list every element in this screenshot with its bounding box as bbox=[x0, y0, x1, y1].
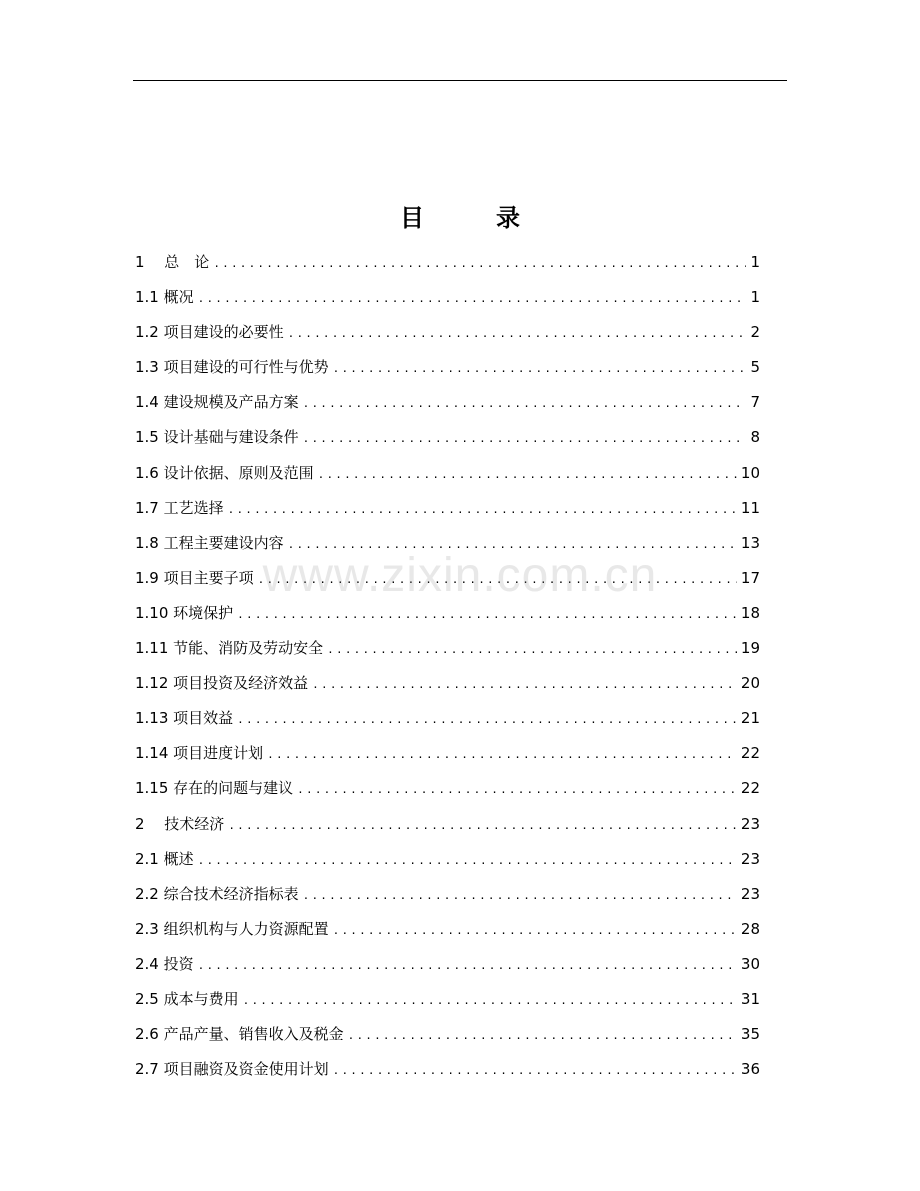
toc-entry-label: 1.5 设计基础与建设条件 bbox=[135, 428, 299, 447]
toc-entry-label: 2.6 产品产量、销售收入及税金 bbox=[135, 1025, 344, 1044]
toc-entry-page-number: 35 bbox=[740, 1025, 760, 1044]
toc-entry-page-number: 21 bbox=[740, 709, 760, 728]
toc-entry-page-number: 23 bbox=[740, 884, 760, 903]
toc-entry[interactable] bbox=[135, 631, 760, 666]
toc-entry-page-number: 13 bbox=[740, 533, 760, 552]
toc-entry[interactable] bbox=[135, 420, 760, 455]
toc-entry-page-number: 22 bbox=[740, 779, 760, 798]
toc-entry-label: 1.7 工艺选择 bbox=[135, 498, 224, 517]
toc-entry-page-number: 20 bbox=[740, 674, 760, 693]
toc-dot-leader bbox=[237, 702, 737, 737]
toc-dot-leader bbox=[333, 351, 747, 386]
toc-dot-leader bbox=[333, 1053, 737, 1088]
toc-dot-leader bbox=[228, 492, 737, 527]
toc-dot-leader bbox=[198, 843, 737, 878]
toc-entry[interactable] bbox=[135, 1017, 760, 1052]
toc-dot-leader bbox=[303, 421, 747, 456]
toc-dot-leader bbox=[228, 808, 737, 843]
toc-entry[interactable] bbox=[135, 315, 760, 350]
toc-entry[interactable] bbox=[135, 596, 760, 631]
toc-entry-page-number: 28 bbox=[740, 919, 760, 938]
toc-entry-page-number: 7 bbox=[750, 393, 760, 412]
toc-entry[interactable] bbox=[135, 877, 760, 912]
toc-entry-page-number: 19 bbox=[740, 639, 760, 658]
toc-dot-leader bbox=[237, 597, 737, 632]
watermark: www.zixin.com.cn bbox=[262, 549, 658, 602]
toc-entry-label: 1.2 项目建设的必要性 bbox=[135, 323, 284, 342]
toc-entry-page-number: 23 bbox=[740, 849, 760, 868]
toc-entry-page-number: 5 bbox=[750, 358, 760, 377]
page-title: 目 录 bbox=[400, 204, 544, 232]
toc-entry[interactable] bbox=[135, 771, 760, 806]
toc-entry-page-number: 36 bbox=[740, 1060, 760, 1079]
toc-entry[interactable] bbox=[135, 842, 760, 877]
toc-entry[interactable] bbox=[135, 807, 760, 842]
toc-dot-leader bbox=[312, 667, 737, 702]
toc-entry[interactable] bbox=[135, 280, 760, 315]
toc-entry-label: 2.5 成本与费用 bbox=[135, 989, 239, 1008]
toc-entry-page-number: 22 bbox=[740, 744, 760, 763]
toc-dot-leader bbox=[258, 562, 737, 597]
toc-entry-label: 1.15 存在的问题与建议 bbox=[135, 779, 294, 798]
toc-dot-leader bbox=[198, 948, 737, 983]
toc-entry-label: 1 总 论 bbox=[135, 253, 210, 271]
toc-entry-label: 2.3 组织机构与人力资源配置 bbox=[135, 919, 329, 938]
toc-entry-page-number: 23 bbox=[740, 814, 760, 833]
toc-entry-page-number: 1 bbox=[750, 288, 760, 307]
toc-entry-label: 1.3 项目建设的可行性与优势 bbox=[135, 358, 329, 377]
toc-entry-label: 1.1 概况 bbox=[135, 288, 194, 307]
toc-dot-leader bbox=[327, 632, 737, 667]
toc-entry-page-number: 31 bbox=[740, 989, 760, 1008]
toc-entry-label: 1.12 项目投资及经济效益 bbox=[135, 674, 309, 693]
table-of-contents bbox=[135, 245, 760, 1087]
toc-entry-page-number: 30 bbox=[740, 954, 760, 973]
toc-entry-page-number: 2 bbox=[750, 323, 760, 342]
toc-dot-leader bbox=[318, 457, 737, 492]
toc-entry-label: 1.4 建设规模及产品方案 bbox=[135, 393, 299, 412]
toc-dot-leader bbox=[348, 1018, 737, 1053]
toc-entry-label: 2.1 概述 bbox=[135, 849, 194, 868]
toc-dot-leader bbox=[288, 316, 747, 351]
toc-entry[interactable] bbox=[135, 912, 760, 947]
toc-dot-leader bbox=[198, 281, 747, 316]
toc-dot-leader bbox=[297, 772, 737, 807]
toc-dot-leader bbox=[267, 737, 737, 772]
toc-entry-label: 2.4 投资 bbox=[135, 954, 194, 973]
toc-entry-page-number: 1 bbox=[750, 253, 760, 271]
toc-entry[interactable] bbox=[135, 982, 760, 1017]
toc-entry-label: 2.7 项目融资及资金使用计划 bbox=[135, 1060, 329, 1079]
toc-dot-leader bbox=[213, 246, 746, 281]
toc-entry-page-number: 11 bbox=[740, 498, 760, 517]
toc-dot-leader bbox=[243, 983, 737, 1018]
toc-entry-label: 1.9 项目主要子项 bbox=[135, 568, 254, 587]
toc-entry-label: 1.8 工程主要建设内容 bbox=[135, 533, 284, 552]
toc-dot-leader bbox=[333, 913, 737, 948]
toc-entry[interactable] bbox=[135, 561, 760, 596]
header-rule bbox=[133, 80, 787, 81]
toc-entry-label: 1.6 设计依据、原则及范围 bbox=[135, 463, 314, 482]
toc-entry[interactable] bbox=[135, 666, 760, 701]
toc-entry[interactable] bbox=[135, 385, 760, 420]
toc-entry-page-number: 8 bbox=[750, 428, 760, 447]
toc-entry[interactable] bbox=[135, 350, 760, 385]
toc-entry[interactable] bbox=[135, 526, 760, 561]
toc-entry[interactable] bbox=[135, 736, 760, 771]
toc-dot-leader bbox=[303, 878, 737, 913]
toc-entry-label: 2 技术经济 bbox=[135, 814, 225, 833]
toc-entry-label: 1.14 项目进度计划 bbox=[135, 744, 264, 763]
toc-entry-label: 1.11 节能、消防及劳动安全 bbox=[135, 639, 324, 658]
toc-entry[interactable] bbox=[135, 701, 760, 736]
toc-dot-leader bbox=[303, 386, 747, 421]
toc-entry-page-number: 17 bbox=[740, 568, 760, 587]
toc-entry[interactable] bbox=[135, 1052, 760, 1087]
toc-entry-label: 2.2 综合技术经济指标表 bbox=[135, 884, 299, 903]
toc-entry-label: 1.13 项目效益 bbox=[135, 709, 234, 728]
toc-entry[interactable] bbox=[135, 456, 760, 491]
toc-entry-page-number: 18 bbox=[740, 603, 760, 622]
toc-entry-page-number: 10 bbox=[740, 463, 760, 482]
toc-dot-leader bbox=[288, 527, 737, 562]
toc-entry[interactable] bbox=[135, 245, 760, 280]
toc-entry[interactable] bbox=[135, 491, 760, 526]
toc-entry[interactable] bbox=[135, 947, 760, 982]
toc-entry-label: 1.10 环境保护 bbox=[135, 603, 234, 622]
